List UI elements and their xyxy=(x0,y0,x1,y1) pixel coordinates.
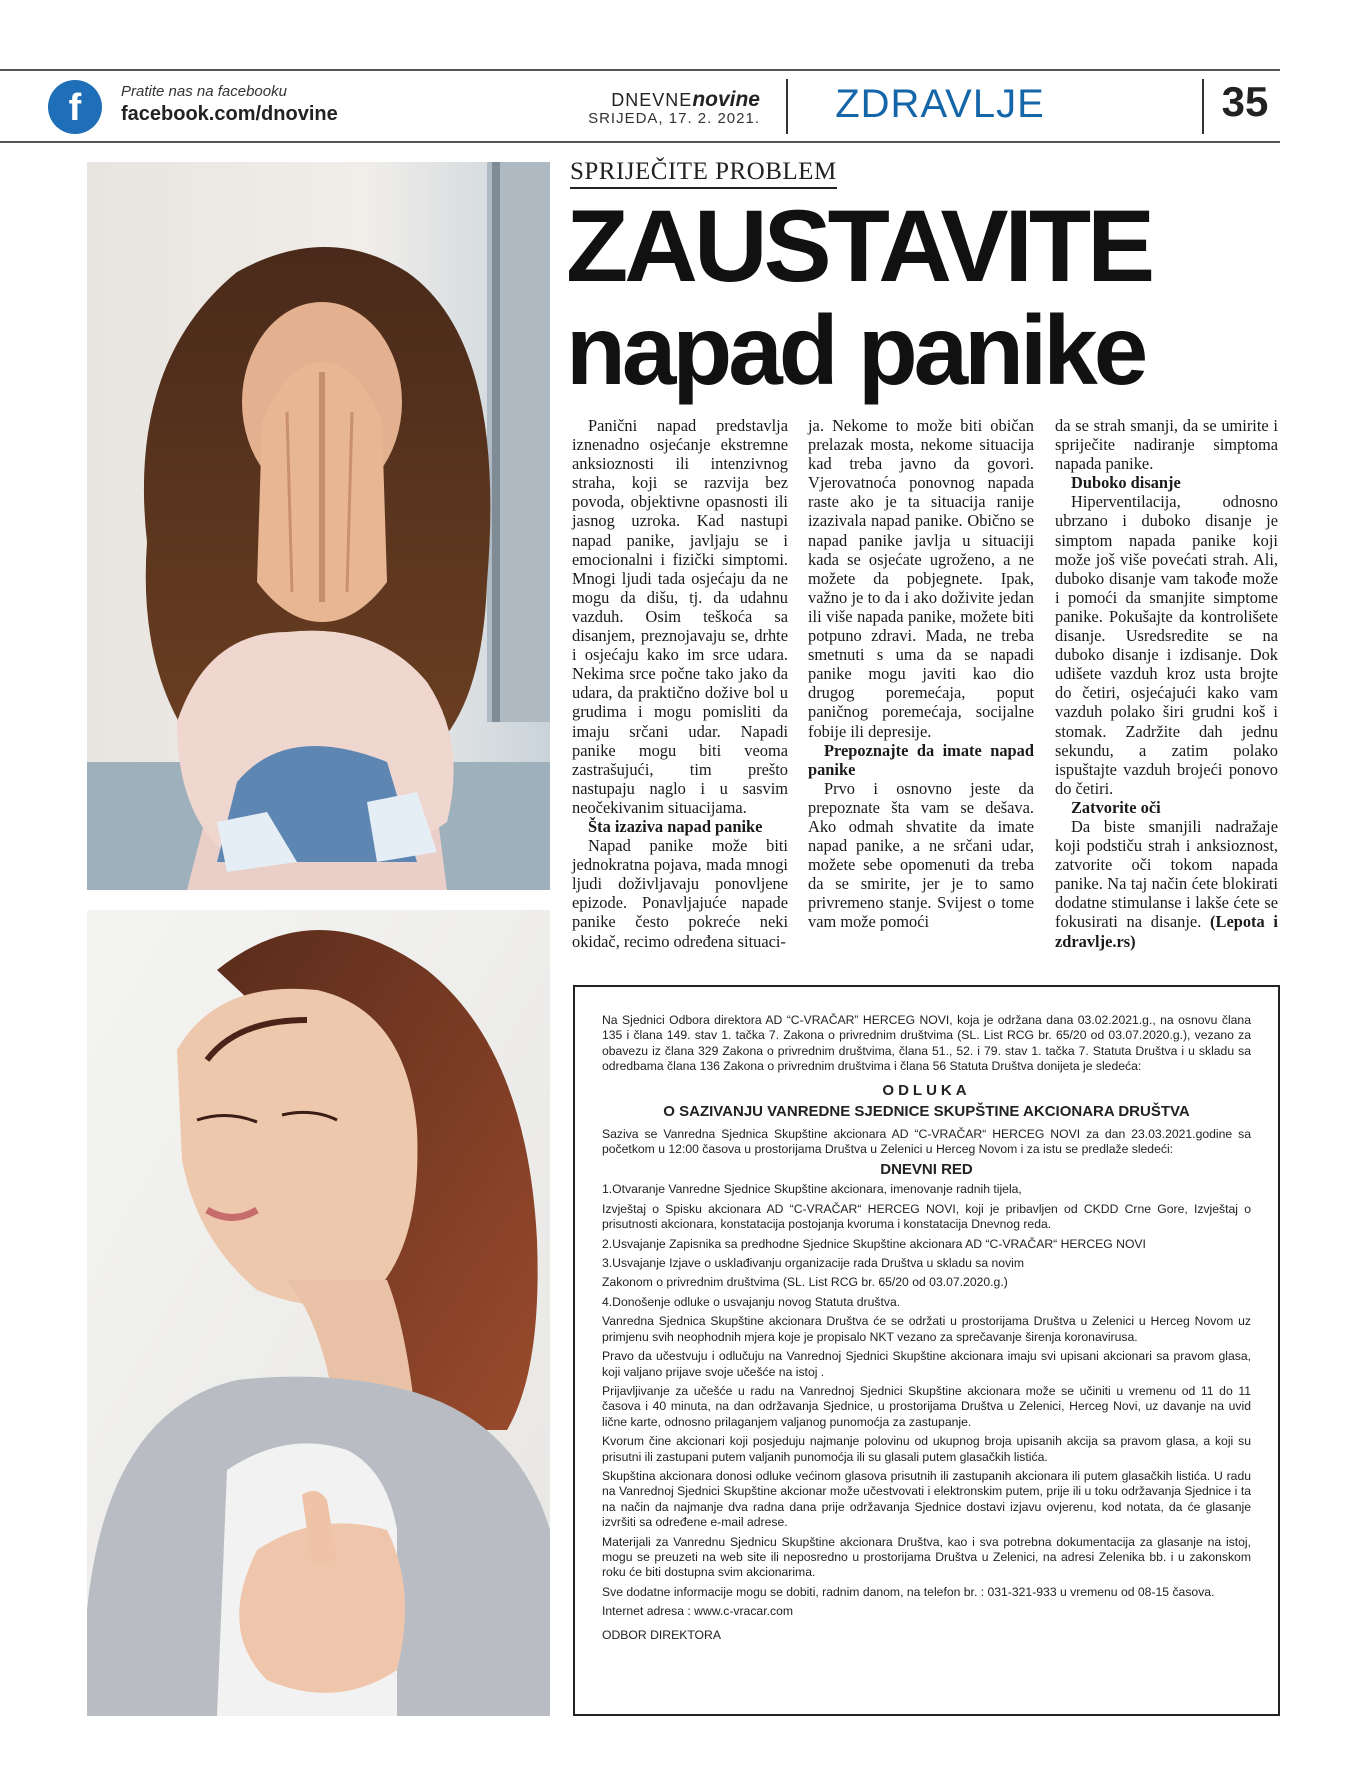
facebook-icon[interactable]: f xyxy=(48,80,102,134)
newspaper-name xyxy=(560,88,760,112)
notice-title: ODLUKA xyxy=(882,1081,971,1099)
article-column-3 xyxy=(1055,416,1278,951)
article-paragraph: da se strah smanji, da se umirite i spriječite nadiranje simptoma napada panike. xyxy=(1055,416,1278,474)
article-paragraph: Panični napad predstavlja iznenadno osjećanje ekstremne anksioznosti ili intenzivnog straha, koji se razvija bez povoda, objektivne opasnosti ili jasnog uzroka. Kad nastupi napad panike, javljaju se i emocionalni i fizički simptomi. Mnogi ljudi tada osjećaju da ne mogu da dišu, tj. da udahnu vazduh. Osim teškoća sa disanjem, preznojavaju se, drhte i osjećaju kako im srce udara. Nekima srce počne tako jako da udara, da praktično dožive bol u grudima i mogu pomisliti da imaju srčani udar. Napadi panike mogu biti veoma zastrašujući, tim prešto nastupaju naglo i u sasvim neočekivanim situacijama. xyxy=(572,416,788,817)
issue-date: SRIJEDA, 17. 2. 2021. xyxy=(588,110,760,127)
notice-paragraph: Pravo da učestvuju i odlučuju na Vanrednoj Sjednici Skupštine akcionara imaju svi upisani akcionari sa pravom glasa, koji valjano prijave svoje učešće na istoj . xyxy=(602,1349,1251,1379)
agenda-item: Izvještaj o Spisku akcionara AD “C-VRAČAR“ HERCEG NOVI, koji je pribavljen od CKDD Crne Gore, Izvještaj o prisutnosti akcionara, konstatacija postojanja kvoruma i konstatacija Dnevnog reda. xyxy=(602,1201,1251,1232)
agenda-item: 3.Usvajanje Izjave o usklađivanju organizacije rada Društva u skladu sa novim xyxy=(602,1256,1025,1271)
notice-intro: Na Sjednici Odbora direktora AD “C-VRAČAR” HERCEG NOVI, koja je održana dana 03.02.2021.g., na osnovu člana 135 i člana 149. stav 1. tačka 7. Zakona o privrednim društvima (SL. List RCG br. 65/20 od 03.07.2020.g.), vezano za obavezu iz člana 329 Zakona o privrednim društvima, člana 51., 52. i 79. stav 1. tačka 7. Statuta Društva i u skladu sa odredbama člana 136 Zakona o privrednim društvima i člana 56 Statuta Društva donijeta je sledeća: xyxy=(602,1013,1251,1074)
facebook-url[interactable]: facebook.com/dnovine xyxy=(121,103,338,125)
agenda-item: 4.Donošenje odluke o usvajanju novog Statuta društva. xyxy=(602,1294,901,1309)
photo-woman-holding-chest xyxy=(87,910,550,1716)
agenda-item: 2.Usvajanje Zapisnika sa predhodne Sjednice Skupštine akcionara AD “C-VRAČAR“ HERCEG NOVI xyxy=(602,1236,1146,1251)
notice-paragraph: Materijali za Vanrednu Sjednicu Skupštine akcionara Društva, kao i sva potrebna dokumentacija za glasanje na istoj, mogu se preuzeti na web site ili neposredno u prostorijama Društva u Zelenici, na adresi Zelenika bb. i u zakonskom roku će biti dostupna svim akcionarima. xyxy=(602,1534,1251,1580)
article-paragraph: Napad panike može biti jednokratna pojava, mada mnogi ljudi doživljavaju ponovljene epizode. Ponavljajuće napade panike često pokreće neki okidač, recimo određena situaci- xyxy=(572,836,788,951)
agenda-title: DNEVNI RED xyxy=(880,1161,973,1179)
article-subheading: Prepoznajte da imate napad panike xyxy=(808,740,1034,779)
newspaper-name-bold: novine xyxy=(692,88,760,111)
article-subheading: Zatvorite oči xyxy=(1071,797,1161,817)
notice-paragraph: Prijavljivanje za učešće u radu na Vanrednoj Sjednici Skupštine akcionara može se učiniti u vremenu od 11 do 11 časova i 40 minuta, na dan održavanja Sjednice, u prostorijama Društva u Zelenici, Herceg Novi, uz davanje na uvid lične karte, odnosno prilaganjem valjanog punomoćja za zastupanje. xyxy=(602,1383,1251,1429)
header-top-rule xyxy=(0,69,1280,71)
article-subheading: Šta izaziva napad panike xyxy=(588,816,763,836)
article-paragraph xyxy=(1055,817,1278,951)
article-kicker: SPRIJEČITE PROBLEM xyxy=(570,158,837,189)
notice-convocation: Saziva se Vanredna Sjednica Skupštine akcionara AD “C-VRAČAR“ HERCEG NOVI za dan 23.03.2021.godine sa početkom u 12:00 časova u prostorijama Društva u Zelenici u Herceg Novom i za istu se predlaže sledeći: xyxy=(602,1126,1251,1157)
notice-paragraph: Vanredna Sjednica Skupštine akcionara Društva će se održati u prostorijama Društva u Zelenici u Herceg Novom uz primjenu svih neophodnih mjera koje je propisalo NKT vezano za sprečavanje širenja koronavirusa. xyxy=(602,1314,1251,1344)
article-subheading: Duboko disanje xyxy=(1071,473,1181,493)
headline-line-1: ZAUSTAVITE xyxy=(566,189,1152,303)
agenda-item: Zakonom o privrednim društvima (SL. List RCG br. 65/20 od 03.07.2020.g.) xyxy=(602,1275,1008,1290)
section-title: ZDRAVLJE xyxy=(835,82,1045,126)
notice-contact: Sve dodatne informacije mogu se dobiti, radnim danom, na telefon br. : 031-321-933 u vremenu od 08-15 časova. xyxy=(602,1584,1215,1599)
newspaper-name-light: DNEVNE xyxy=(611,90,693,110)
photo-woman-covering-face xyxy=(87,162,550,890)
notice-paragraph: Kvorum čine akcionari koji posjeduju najmanje polovinu od ukupnog broja upisanih akcija sa pravom glasa, a koji su prisutni ili zastupani putem valjanih punomoćja ili su glasali putem glasačkih listića. xyxy=(602,1434,1251,1464)
article-paragraph: ja. Nekome to može biti običan prelazak mosta, nekome situacija kad treba javno da govori. Vjerovatnoća ponovnog napada raste ako je ta situacija ranije izazivala napad panike. Obično se napad panike javlja u situaciji kada se osjećate ugroženo, a ne možete da pobjegnete. Ipak, važno je to da i ako doživite jedan ili više napada panike, možete biti potpuno zdravi. Mada, ne treba smetnuti s uma da se napadi panike mogu javiti kao dio drugog poremećaja, poput paničnog poremećaja, socijalne fobije ili depresije. xyxy=(808,416,1034,741)
header-bottom-rule xyxy=(0,141,1280,143)
article-paragraph: Hiperventilacija, odnosno ubrzano i duboko disanje je simptom napada panike koji može još više povećati strah. Ali, duboko disanje vam takođe može i pomoći da smanjite simptome panike. Pokušajte da kontrolišete disanje. Usredsredite se na duboko disanje i izdisanje. Dok udišete vazduh kroz usta brojte do četiri, osjećajući kako vam vazduh polako širi grudni koš i stomak. Zadržite dah jednu sekundu, a zatim polako ispuštajte vazduh brojeći ponovo do četiri. xyxy=(1055,492,1278,798)
article-paragraph: Prvo i osnovno jeste da prepoznate šta vam se dešava. Ako odmah shvatite da imate napad panike, a ne srčani udar, možete sebe opomenuti da treba da se smirite, jer je to samo privremeno stanje. Svijest o tome vam može pomoći xyxy=(808,778,1034,932)
notice-paragraph: Skupština akcionara donosi odluke većinom glasova prisutnih ili zastupanih akcionara ili putem glasačkih listića. U radu na Vanrednoj Sjednici Skupštine akcionar može učestvovati i elektronskim putem, prije ili u toku održavanja Sjednice i ta na način da najmanje dva radna dana prije održavanja Sjednice dostavi izjavu ovjerenu, kod notata, da će glasanje izvršiti sa određene e-mail adrese. xyxy=(602,1468,1251,1530)
notice-signature: ODBOR DIREKTORA xyxy=(602,1627,721,1642)
notice-subtitle: O SAZIVANJU VANREDNE SJEDNICE SKUPŠTINE AKCIONARA DRUŠTVA xyxy=(663,1102,1190,1120)
notice-website[interactable]: Internet adresa : www.c-vracar.com xyxy=(602,1604,794,1619)
page-number: 35 xyxy=(1221,78,1269,125)
article-source: (Lepota i zdravlje.rs) xyxy=(1055,912,1278,951)
shareholders-notice xyxy=(573,985,1280,1716)
agenda-item: 1.Otvaranje Vanredne Sjednice Skupštine akcionara, imenovanje radnih tijela, xyxy=(602,1182,1022,1197)
header-divider xyxy=(786,79,788,134)
header-divider xyxy=(1202,79,1204,134)
article-column-1 xyxy=(572,416,788,951)
article-column-2 xyxy=(808,416,1034,932)
facebook-tagline: Pratite nas na facebooku xyxy=(121,83,287,100)
article-final-text: Da biste smanjili nadražaje koji podstiču strah i anksioznost, zatvorite oči tokom napada panike. Na taj način ćete blokirati dodatne stimulanse i lakše ćete se fokusirati na disanje. xyxy=(1055,816,1278,932)
headline-line-2: napad panike xyxy=(566,295,1145,405)
